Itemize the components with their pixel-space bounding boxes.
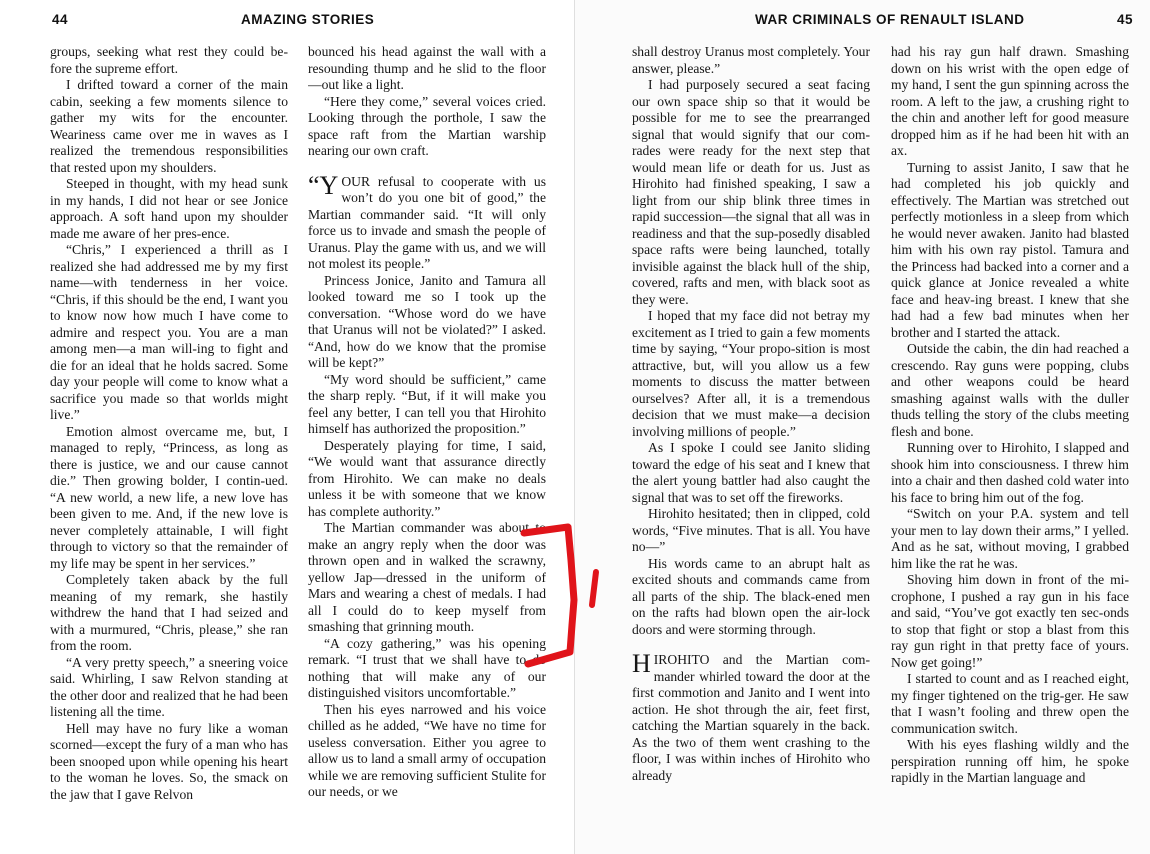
paragraph: “A cozy gathering,” was his opening remark. “I trust that we shall have to do nothing that will make any of our distinguished visitors uncomfortable.”: [308, 635, 546, 700]
paragraph: “A very pretty speech,” a sneering voice said. Whirling, I saw Relvon standing at the other door and realized that he had been listening all the time.: [50, 654, 288, 719]
section-opening-text: OUR refusal to cooperate with us won’t do you one bit of good,” the Martian commander said. “It will only force us to invade and smash the people of Uranus. Play the game with us, and we will not molest its people.”: [308, 173, 546, 271]
section-opening-text: IROHITO and the Martian com-mander whirled toward the door at the first commotion and Janito and I went into action. He shot through the air, feet first, catching the Martian squarely in the back. As the two of them went crashing to the floor, I was within inches of Hirohito who already: [632, 652, 870, 783]
drop-cap: H: [632, 649, 651, 678]
drop-cap: “Y: [308, 170, 339, 200]
paragraph: bounced his head against the wall with a resounding thump and he slid to the floor—out like a light.: [308, 44, 546, 92]
paragraph: With his eyes flashing wildly and the perspiration running off him, he spoke rapidly in the Martian language and: [891, 737, 1129, 785]
paragraph: Hell may have no fury like a woman scorned—except the fury of a man who has been snooped upon while opening his heart to the woman he loves. So, the smack on the jaw that I gave Relvon: [50, 720, 288, 802]
paragraph: I had purposely secured a seat facing our own space ship so that it would be possible for me to see the prearranged signal that would signify that our com-rades were ready for the next step that would mean life or death for us. Just as Hirohito had finished speaking, I saw a light from our ship blink three times in rapid succession—the signal that all was in readiness and that the sup-posedly disabled space rafts were being launched, totally invisible against the black hull of the ship, covered, rafts and men, with black soot as they were.: [632, 77, 870, 307]
section-opening: [632, 649, 870, 784]
paragraph: “Here they come,” several voices cried. Looking through the porthole, I saw the space raft from the Martian warship nearing our own craft.: [308, 93, 546, 158]
paragraph: I drifted toward a corner of the main cabin, seeking a few moments silence to gather my wits for the encounter. Weariness came over me in waves as I realized the tremendous responsibilities that rested upon my shoulders.: [50, 77, 288, 175]
text-column-1: [50, 44, 288, 844]
paragraph: Emotion almost overcame me, but, I managed to reply, “Princess, as long as there is justice, we and our cause cannot die.” Then growing bolder, I contin-ued. “A new world, a new life, a new love has been given to me. And, if the new love is never completely attainable, I will fight through to victory so that the remainder of my life may be spent in her services.”: [50, 423, 288, 571]
paragraph: “Switch on your P.A. system and tell your men to lay down their arms,” I yelled. And as he sat, without moving, I grabbed him like the rat he was.: [891, 506, 1129, 571]
section-opening: [308, 170, 546, 273]
running-head: WAR CRIMINALS OF RENAULT ISLAND: [755, 12, 1025, 27]
paragraph: Desperately playing for time, I said, “We would want that assurance directly from Hirohito. We can make no deals unless it be with someone that we know has complete authority.”: [308, 437, 546, 519]
page-number: 45: [1117, 12, 1134, 27]
paragraph: I started to count and as I reached eight, my finger tightened on the trig-ger. He saw that I wasn’t fooling and threw open the communication switch.: [891, 671, 1129, 736]
paragraph: Steeped in thought, with my head sunk in my hands, I did not hear or see Jonice approach. A soft hand upon my shoulder made me aware of her pres-ence.: [50, 176, 288, 241]
paragraph: As I spoke I could see Janito sliding toward the edge of his seat and I knew that the alert young battler had also caught the signal that was to set off the fireworks.: [632, 440, 870, 505]
text-column-2: [891, 44, 1129, 844]
paragraph: Running over to Hirohito, I slapped and shook him into consciousness. I threw him into a chair and then dashed cold water into his face to bring him out of the fog.: [891, 440, 1129, 505]
paragraph: Completely taken aback by the full meaning of my remark, she hastily withdrew the hand that I had seized and with a murmured, “Chris, please,” she ran from the room.: [50, 572, 288, 653]
paragraph: “My word should be sufficient,” came the sharp reply. “But, if it will make you feel any better, I can tell you that Hirohito himself has authorized the proposition.”: [308, 371, 546, 436]
paragraph: The Martian commander was about to make an angry reply when the door was thrown open and in walked the scrawny, yellow Jap—dressed in the uniform of Mars and wearing a chest of medals. I had all I could do to keep myself from smashing that grinning mouth.: [308, 520, 546, 634]
page-number: 44: [52, 12, 69, 27]
paragraph: Shoving him down in front of the mi-crophone, I pushed a ray gun in his face and said, “You’ve got exactly ten sec-onds to stop that fight or stop a blast from this ray gun right in that pretty face of yours. Now get going!”: [891, 572, 1129, 670]
paragraph: “Chris,” I experienced a thrill as I realized she had addressed me by my first name—with tenderness in her voice. “Chris, if this should be the end, I want you to know now how much I have come to admire and respect you. You are a man among men—a man will-ing to fight and die for an ideal that he holds sacred. Some day your people will come to know what a sacrifice you made so that worlds might live.”: [50, 242, 288, 422]
paragraph: Outside the cabin, the din had reached a crescendo. Ray guns were popping, clubs and other weapons could be heard smashing against walls with the duller thuds telling the story of the clubs meeting flesh and bone.: [891, 341, 1129, 439]
paragraph: had his ray gun half drawn. Smashing down on his wrist with the open edge of my hand, I sent the gun spinning across the room. A left to the jaw, a crushing right to the chin and another left for good measure dropped him as if he had been hit with an ax.: [891, 44, 1129, 158]
paragraph: shall destroy Uranus most completely. Your answer, please.”: [632, 44, 870, 76]
running-head: AMAZING STORIES: [241, 12, 375, 27]
paragraph: Hirohito hesitated; then in clipped, cold words, “Five minutes. That is all. You have no—”: [632, 506, 870, 554]
right-page: [575, 0, 1150, 854]
text-column-2: [308, 44, 546, 844]
paragraph: groups, seeking what rest they could be-fore the supreme effort.: [50, 44, 288, 76]
paragraph: I hoped that my face did not betray my excitement as I tried to gain a few moments time by saying, “Your propo-sition is most attractive, but, will you allow us a few moments to discuss the matter between ourselves? After all, it is a tremendous decision that we must make—a decision involving millions of people.”: [632, 308, 870, 439]
paragraph: His words came to an abrupt halt as excited shouts and commands came from all parts of the ship. The black-ened men on the rafts had blown open the air-lock doors and were storming through.: [632, 555, 870, 637]
paragraph: Turning to assist Janito, I saw that he had completed his job quickly and effectively. The Martian was stretched out perfectly motionless in a sleep from which he would never awaken. Janito had blasted him with his own ray pistol. Tamura and the Princess had backed into a corner and a quick glance at Jonice revealed a white face and heav-ing breast. I knew that she had had a few bad minutes when her brother and I started the attack.: [891, 159, 1129, 340]
text-column-1: [632, 44, 870, 844]
paragraph: Then his eyes narrowed and his voice chilled as he added, “We have no time for useless conversation. Either you agree to allow us to land a small army of occupation while we are removing sufficient Stulite for our needs, or we: [308, 701, 546, 799]
paragraph: Princess Jonice, Janito and Tamura all looked toward me so I took up the conversation. “Whose word do we have that Uranus will not be violated?” I asked. “And, how do we know that the promise will be kept?”: [308, 272, 546, 370]
